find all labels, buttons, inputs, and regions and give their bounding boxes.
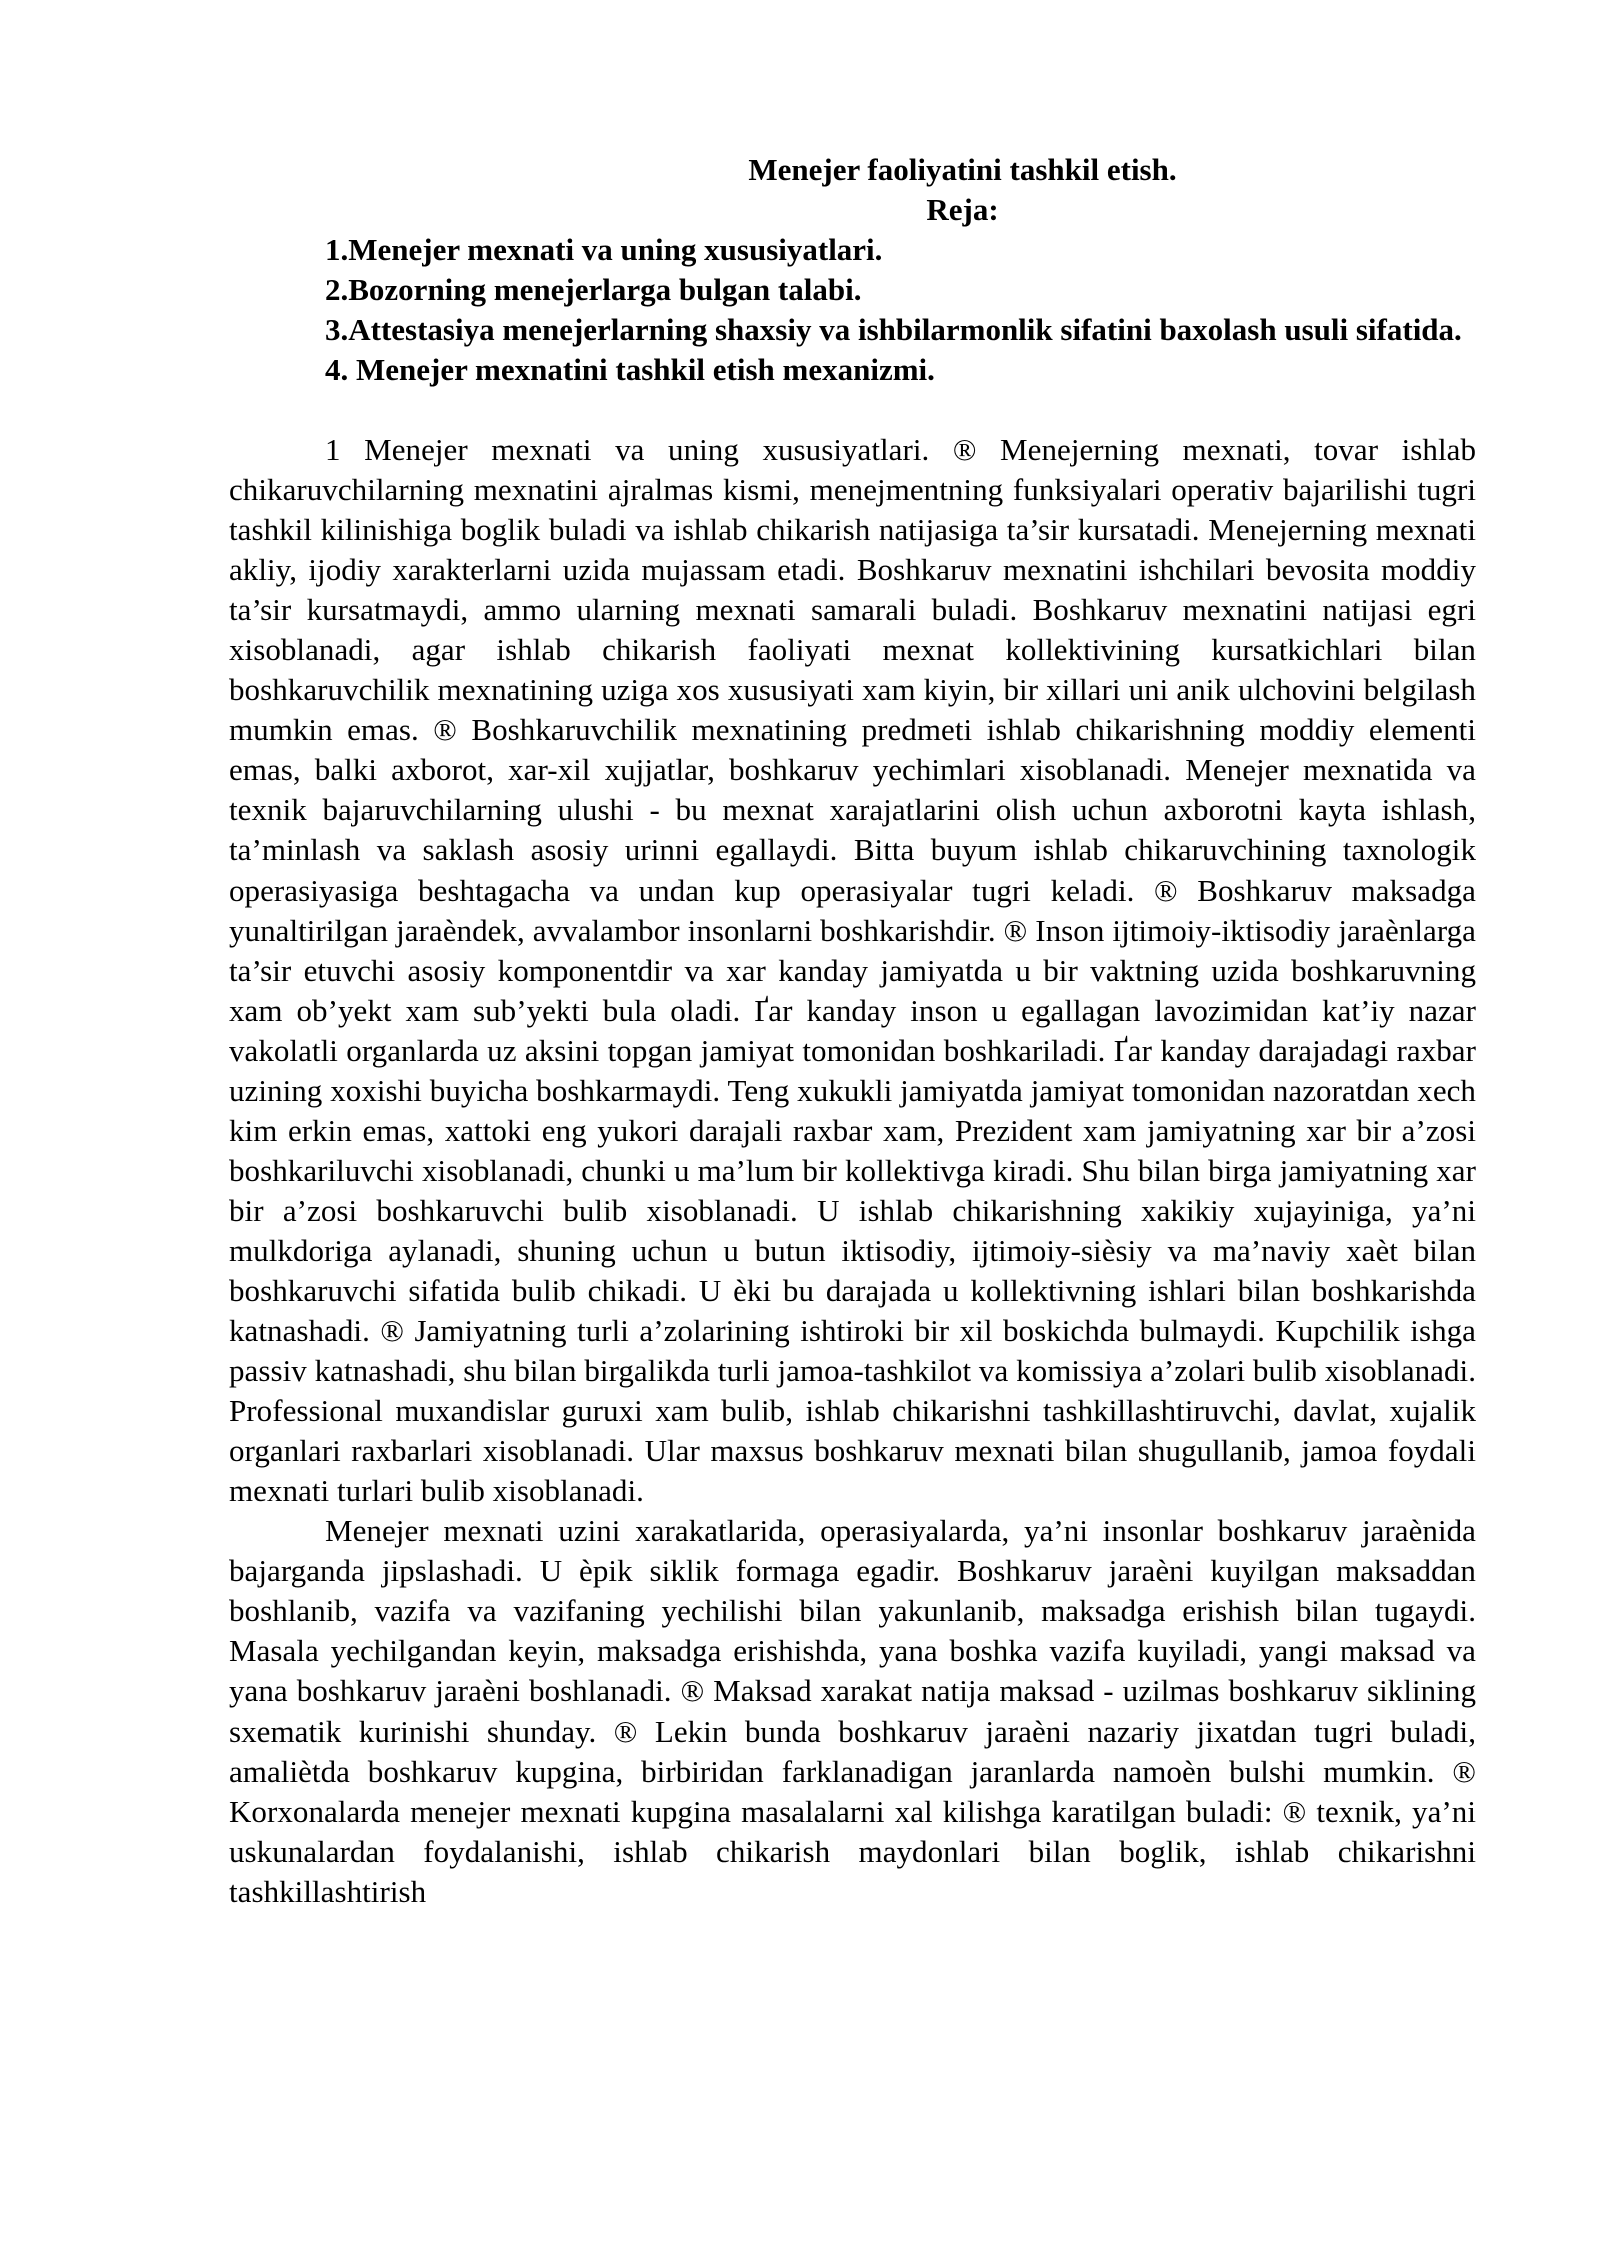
plan-list: [229, 230, 1476, 390]
section-spacer: [229, 390, 1476, 430]
body-paragraph-1: 1 Menejer mexnati va uning xususiyatlari. ® Menejerning mexnati, tovar ishlab chikaruvchilarning mexnatini ajralmas kismi, menejmentning funksiyalari operativ bajarilishi tugri tashkil kilinishiga boglik buladi va ishlab chikarish natijasiga ta’sir kursatadi. Menejerning mexnati akliy, ijodiy xarakterlarni uzida mujassam etadi. Boshkaruv mexnatini ishchilari bevosita moddiy ta’sir kursatmaydi, ammo ularning mexnati samarali buladi. Boshkaruv mexnatini natijasi egri xisoblanadi, agar ishlab chikarish faoliyati mexnat kollektivining kursatkichlari bilan boshkaruvchilik mexnatining uziga xos xususiyati xam kiyin, bir xillari uni anik ulchovini belgilash mumkin emas. ® Boshkaruvchilik mexnatining predmeti ishlab chikarishning moddiy elementi emas, balki axborot, xar-xil xujjatlar, boshkaruv yechimlari xisoblanadi. Menejer mexnatida va texnik bajaruvchilarning ulushi - bu mexnat xarajatlarini olish uchun axborotni kayta ishlash, ta’minlash va saklash asosiy urinni egallaydi. Bitta buyum ishlab chikaruvchining taxnologik operasiyasiga beshtagacha va undan kup operasiyalar tugri keladi. ® Boshkaruv maksadga yunaltirilgan jaraèndek, avvalambor insonlarni boshkarishdir. ® Inson ijtimoiy-iktisodiy jaraènlarga ta’sir etuvchi asosiy komponentdir va xar kanday jamiyatda u bir vaktning uzida boshkaruvning xam ob’yekt xam sub’yekti bula oladi. Ґar kanday inson u egallagan lavozimidan kat’iy nazar vakolatli organlarda uz aksini topgan jamiyat tomonidan boshkariladi. Ґar kanday darajadagi raxbar uzining xoxishi buyicha boshkarmaydi. Teng xukukli jamiyatda jamiyat tomonidan nazoratdan xech kim erkin emas, xattoki eng yukori darajali raxbar xam, Prezident xam jamiyatning xar bir a’zosi boshkariluvchi xisoblanadi, chunki u ma’lum bir kollektivga kiradi. Shu bilan birga jamiyatning xar bir a’zosi boshkaruvchi bulib xisoblanadi. U ishlab chikarishning xakikiy xujayiniga, ya’ni mulkdoriga aylanadi, shuning uchun u butun iktisodiy, ijtimoiy-sièsiy va ma’naviy xaèt bilan boshkaruvchi sifatida bulib chikadi. U èki bu darajada u kollektivning ishlari bilan boshkarishda katnashadi. ® Jamiyatning turli a’zolarining ishtiroki bir xil boskichda bulmaydi. Kupchilik ishga passiv katnashadi, shu bilan birgalikda turli jamoa-tashkilot va komissiya a’zolari bulib xisoblanadi. Professional muxandislar guruxi xam bulib, ishlab chikarishni tashkillashtiruvchi, davlat, xujalik organlari raxbarlari xisoblanadi. Ular maxsus boshkaruv mexnati bilan shugullanib, jamoa foydali mexnati turlari bulib xisoblanadi.: [229, 432, 1476, 1509]
plan-item-1: 1.Menejer mexnati va uning xususiyatlari.: [325, 232, 883, 267]
document-content: [229, 150, 1476, 1912]
plan-item-4: 4. Menejer mexnatini tashkil etish mexanizmi.: [325, 352, 935, 387]
document-title: Menejer faoliyatini tashkil etish.: [748, 152, 1177, 187]
plan-item-3: 3.Attestasiya menejerlarning shaxsiy va ishbilarmonlik sifatini baxolash usuli sifatida.: [325, 312, 1462, 347]
plan-item-2: 2.Bozorning menejerlarga bulgan talabi.: [325, 272, 862, 307]
plan-heading: Reja:: [926, 192, 999, 227]
body-paragraph-2: Menejer mexnati uzini xarakatlarida, operasiyalarda, ya’ni insonlar boshkaruv jaraènida bajarganda jipslashadi. U èpik siklik formaga egadir. Boshkaruv jaraèni kuyilgan maksaddan boshlanib, vazifa va vazifaning yechilishi bilan yakunlanib, maksadga erishish bilan tugaydi. Masala yechilgandan keyin, maksadga erishishda, yana boshka vazifa kuyiladi, yangi maksad va yana boshkaruv jaraèni boshlanadi. ® Maksad xarakat natija maksad - uzilmas boshkaruv siklining sxematik kurinishi shunday. ® Lekin bunda boshkaruv jaraèni nazariy jixatdan tugri buladi, amaliètda boshkaruv kupgina, birbiridan farklanadigan jaranlarda namoèn bulshi mumkin. ® Korxonalarda menejer mexnati kupgina masalalarni xal kilishga karatilgan buladi: ® texnik, ya’ni uskunalardan foydalanishi, ishlab chikarish maydonlari bilan boglik, ishlab chikarishni tashkillashtirish: [229, 1513, 1476, 1909]
